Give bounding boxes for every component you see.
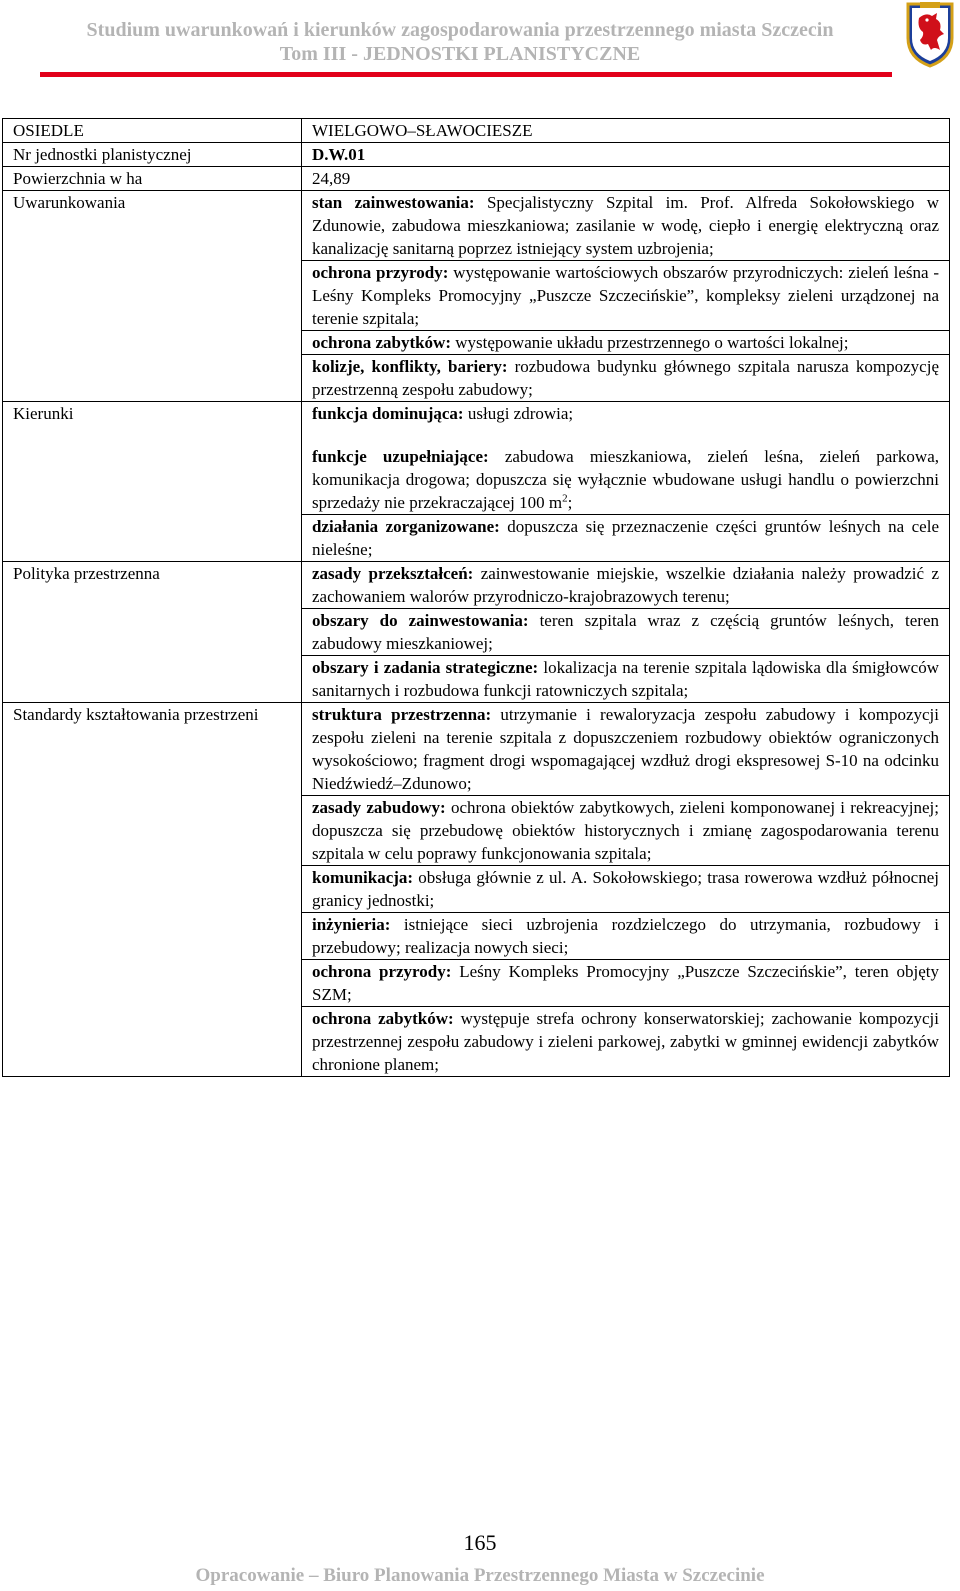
entry-tail: ; [567, 493, 573, 512]
entry-text: Leśny Kompleks Promocyjny „Puszcze Szczecińskie”, teren objęty SZM; [312, 962, 940, 1004]
row-uwarunkowania-1 [3, 191, 950, 261]
entry-text: rozbudowa budynku głównego szpitala narusza kompozycję przestrzenną zespołu zabudowy; [312, 357, 939, 399]
entry-term: funkcja dominująca: [312, 404, 464, 423]
entry-term: ochrona zabytków: [312, 333, 451, 352]
entry-text: lokalizacja na terenie szpitala lądowiska dla śmigłowców sanitarnych i rozbudowa funkcji ratowniczych szpitala; [312, 658, 939, 700]
entry-text: ochrona obiektów zabytkowych, zieleni komponowanej i rekreacyjnej; dopuszcza się przebudowę obiektów historycznych i zmianę zagospodarowania terenu szpitala w celu poprawy funkcjonowania szpitala; [312, 798, 940, 863]
entry-term: ochrona przyrody: [312, 263, 449, 282]
entry-text: utrzymanie i rewaloryzacja zespołu zabudowy i kompozycji zespołu zieleni na terenie szpitala z dopuszczeniem rozbudowy obiektów ograniczonych wysokościowo; fragment drogi wspomagającej wzdłuż drogi ekspresowej S-10 na odcinku Niedźwiedź–Zdunowo; [312, 705, 939, 793]
standardy-entry [302, 913, 950, 960]
kierunki-entry [302, 515, 950, 562]
value-area: 24,89 [302, 167, 950, 191]
entry-term: obszary i zadania strategiczne: [312, 658, 539, 677]
entry-text: teren szpitala wraz z częścią gruntów leśnych, teren zabudowy mieszkaniowej; [312, 611, 939, 653]
standardy-entry [302, 796, 950, 866]
label-kierunki: Kierunki [3, 402, 302, 562]
uwarunkowania-entry [302, 191, 950, 261]
polityka-entry [302, 562, 950, 609]
uwarunkowania-entry [302, 355, 950, 402]
label-uwarunkowania: Uwarunkowania [3, 191, 302, 402]
row-unit-number [3, 143, 950, 167]
row-osiedle [3, 119, 950, 143]
label-polityka: Polityka przestrzenna [3, 562, 302, 703]
page-header [0, 0, 960, 80]
entry-term: działania zorganizowane: [312, 517, 500, 536]
header-rule [40, 72, 892, 77]
label-osiedle: OSIEDLE [3, 119, 302, 143]
label-standardy: Standardy kształtowania przestrzeni [3, 703, 302, 1077]
entry-text: istniejące sieci uzbrojenia rozdzielczego do utrzymania, rozbudowy i przebudowy; realizacja nowych sieci; [312, 915, 939, 957]
entry-text: zainwestowanie miejskie, wszelkie działania należy prowadzić z zachowaniem walorów przyrodniczo-krajobrazowych terenu; [312, 564, 939, 606]
label-unit-number: Nr jednostki planistycznej [3, 143, 302, 167]
entry-text: usługi zdrowia; [463, 404, 574, 423]
coat-of-arms-icon [904, 0, 956, 68]
kierunki-entry [302, 402, 950, 446]
label-area: Powierzchnia w ha [3, 167, 302, 191]
entry-text: obsługa głównie z ul. A. Sokołowskiego; trasa rowerowa wzdłuż północnej granicy jednostki; [312, 868, 939, 910]
entry-term: zasady przekształceń: [312, 564, 474, 583]
page-number: 165 [463, 1530, 497, 1555]
value-unit-number: D.W.01 [302, 143, 950, 167]
document-title: Studium uwarunkowań i kierunków zagospodarowania przestrzennego miasta Szczecin [86, 19, 834, 41]
row-area [3, 167, 950, 191]
standardy-entry [302, 1007, 950, 1077]
entry-superscript: 2 [562, 492, 568, 505]
uwarunkowania-entry [302, 331, 950, 355]
row-polityka-1 [3, 562, 950, 609]
row-standardy-1 [3, 703, 950, 796]
entry-text: występowanie układu przestrzennego o wartości lokalnej; [451, 333, 849, 352]
standardy-entry [302, 703, 950, 796]
entry-term: zasady zabudowy: [312, 798, 446, 817]
entry-text: Specjalistyczny Szpital im. Prof. Alfreda Sokołowskiego w Zdunowie, zabudowa mieszkaniowa; zasilanie w wodę, ciepło i energię elektryczną oraz kanalizację sanitarną poprzez istniejący system uzbrojenia; [312, 193, 940, 258]
uwarunkowania-entry [302, 261, 950, 331]
entry-term: stan zainwestowania: [312, 193, 475, 212]
entry-term: ochrona przyrody: [312, 962, 452, 981]
entry-term: komunikacja: [312, 868, 414, 887]
polityka-entry [302, 656, 950, 703]
entry-term: ochrona zabytków: [312, 1009, 454, 1028]
standardy-entry [302, 866, 950, 913]
entry-term: obszary do zainwestowania: [312, 611, 529, 630]
polityka-entry [302, 609, 950, 656]
value-osiedle: WIELGOWO–SŁAWOCIESZE [302, 119, 950, 143]
entry-term: struktura przestrzenna: [312, 705, 492, 724]
entry-term: kolizje, konflikty, bariery: [312, 357, 508, 376]
entry-text: zabudowa mieszkaniowa, zieleń leśna, zieleń parkowa, komunikacja drogowa; dopuszcza się wyłącznie wbudowane usługi handlu o powierzchni sprzedaży nie przekraczającej 100 m [312, 447, 940, 512]
entry-term: funkcje uzupełniające: [312, 447, 489, 466]
row-kierunki-1 [3, 402, 950, 446]
footer-credit: Opracowanie – Biuro Planowania Przestrzennego Miasta w Szczecinie [195, 1565, 765, 1586]
entry-text: występowanie wartościowych obszarów przyrodniczych: zieleń leśna - Leśny Kompleks Promocyjny „Puszcze Szczecińskie”, kompleksy zieleni urządzonej na terenie szpitala; [312, 263, 939, 328]
entry-text: występuje strefa ochrony konserwatorskiej; zachowanie kompozycji przestrzennej zespołu zabudowy i zieleni parkowej, zabytki w gminnej ewidencji zabytków chronione planem; [312, 1009, 939, 1074]
standardy-entry [302, 960, 950, 1007]
document-volume: Tom III - JEDNOSTKI PLANISTYCZNE [279, 43, 641, 65]
entry-term: inżynieria: [312, 915, 391, 934]
entry-text: dopuszcza się przeznaczenie części gruntów leśnych na cele nieleśne; [312, 517, 939, 559]
planning-unit-table [2, 118, 950, 1077]
kierunki-entry [302, 445, 950, 515]
